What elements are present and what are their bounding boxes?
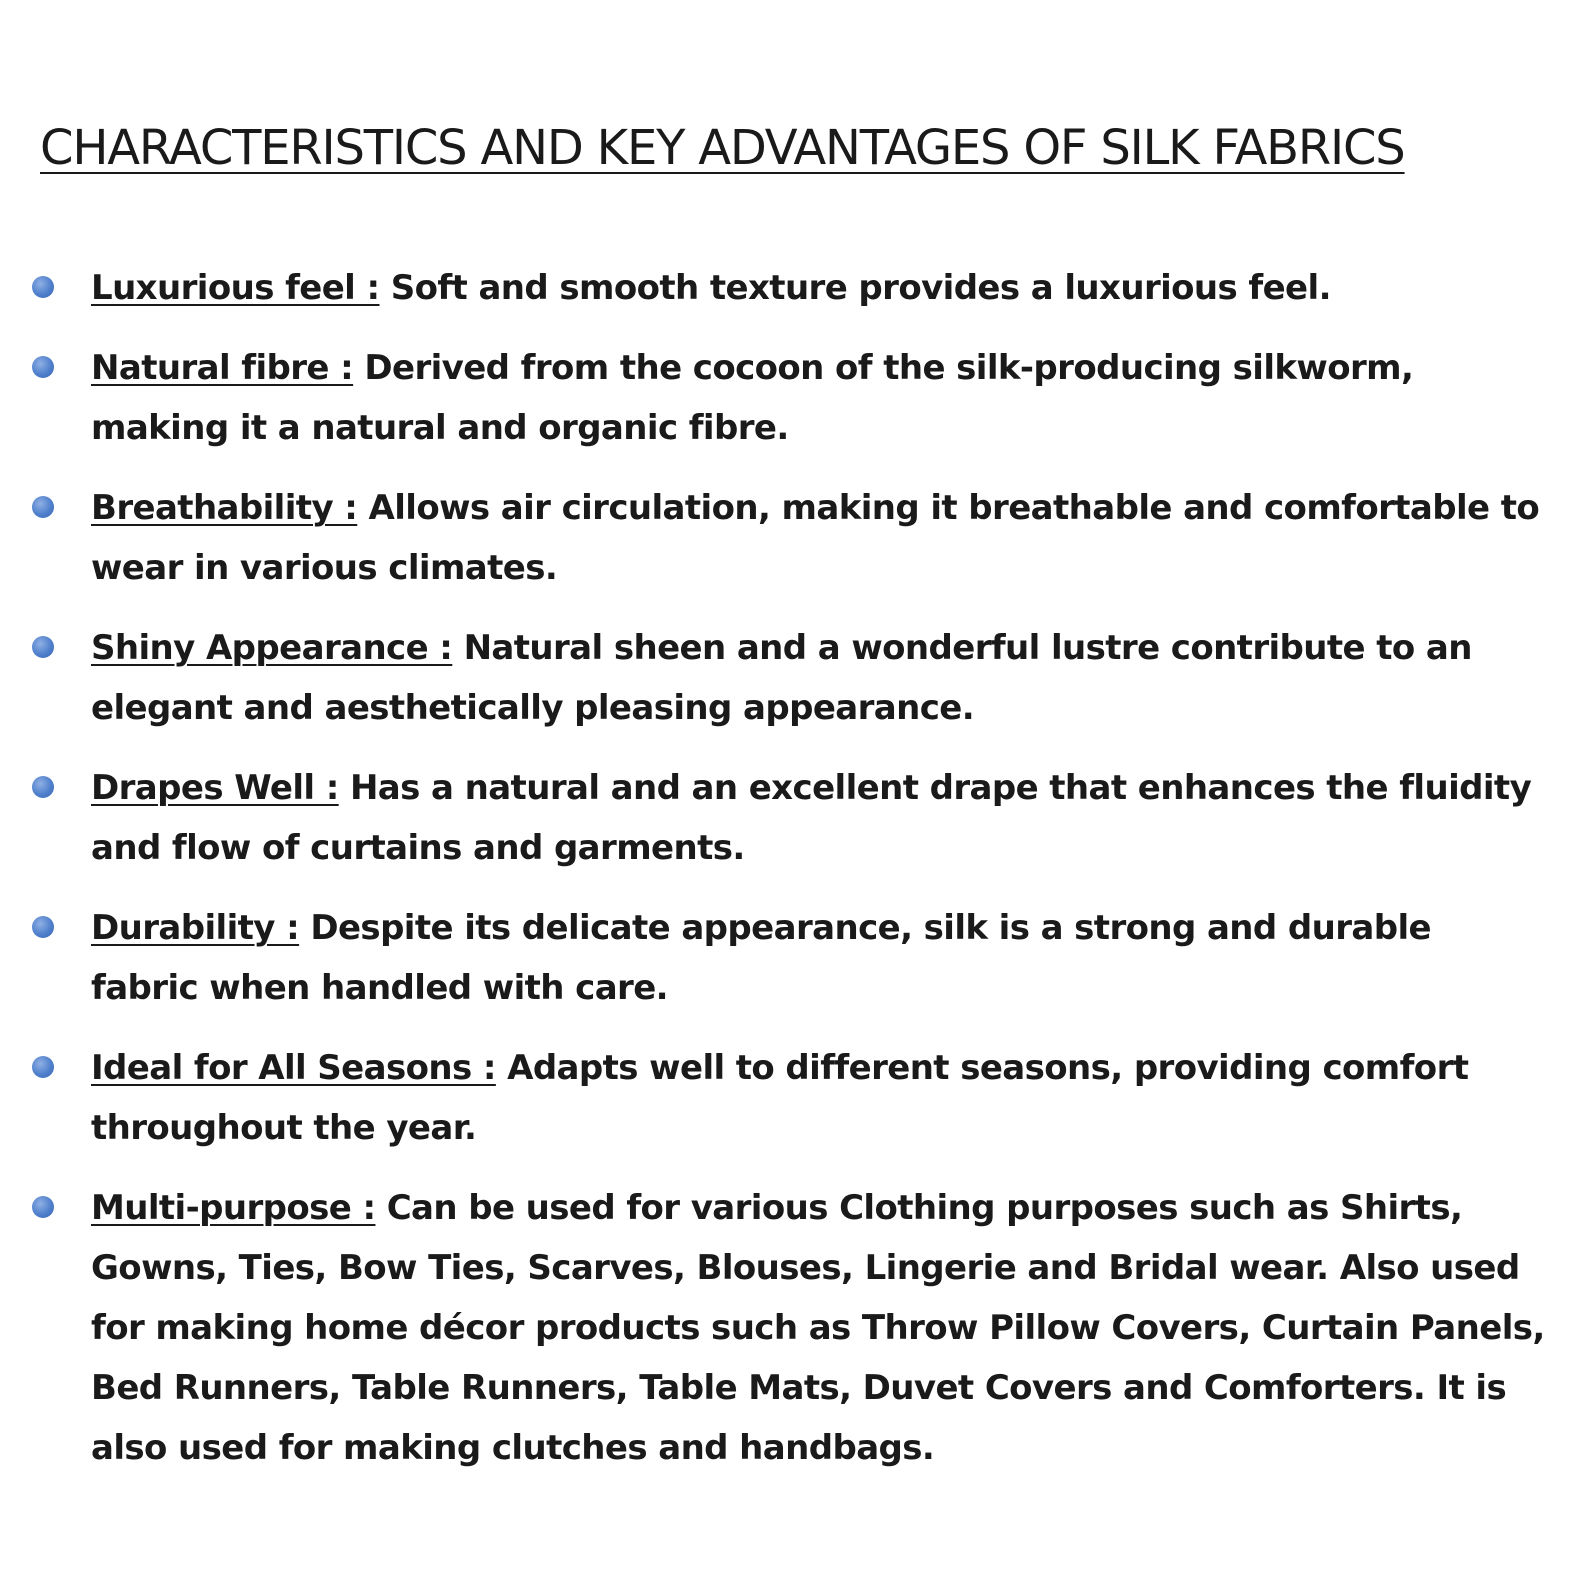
- list-item: [0, 258, 1588, 318]
- bullet-dot-icon: [32, 916, 54, 938]
- bullet-dot-icon: [32, 1196, 54, 1218]
- item-text: Can be used for various Clothing purposes such as Shirts, Gowns, Ties, Bow Ties, Scarves, Blouses, Lingerie and Bridal wear. Also used for making home décor products such as Throw Pillow Covers, Curtain Panels, Bed Runners, Table Runners, Table Mats, Duvet Covers and Comforters. It is also used for making clutches and handbags.: [91, 1188, 1545, 1468]
- list-item: [0, 758, 1588, 878]
- page-title: CHARACTERISTICS AND KEY ADVANTAGES OF SILK FABRICS: [40, 120, 1405, 176]
- list-item: [0, 1178, 1588, 1478]
- list-item: [0, 618, 1588, 738]
- item-label: Durability :: [91, 908, 300, 948]
- item-label: Breathability :: [91, 488, 358, 528]
- bullet-dot-icon: [32, 276, 54, 298]
- item-text: Allows air circulation, making it breathable and comfortable to wear in various climates.: [91, 488, 1540, 588]
- bullet-dot-icon: [32, 776, 54, 798]
- bullet-dot-icon: [32, 1056, 54, 1078]
- item-text: Natural sheen and a wonderful lustre contribute to an elegant and aesthetically pleasing appearance.: [91, 628, 1472, 728]
- item-text: Derived from the cocoon of the silk-producing silkworm, making it a natural and organic fibre.: [91, 348, 1414, 448]
- list-item: [0, 898, 1588, 1018]
- bullet-dot-icon: [32, 356, 54, 378]
- list-item: [0, 1038, 1588, 1158]
- item-text: Adapts well to different seasons, providing comfort throughout the year.: [91, 1048, 1469, 1148]
- item-label: Luxurious feel :: [91, 268, 380, 308]
- item-label: Ideal for All Seasons :: [91, 1048, 496, 1088]
- item-label: Drapes Well :: [91, 768, 339, 808]
- item-text: Soft and smooth texture provides a luxurious feel.: [390, 268, 1331, 308]
- list-item: [0, 478, 1588, 598]
- item-label: Natural fibre :: [91, 348, 354, 388]
- item-text: Despite its delicate appearance, silk is a strong and durable fabric when handled with care.: [91, 908, 1431, 1008]
- list-item: [0, 338, 1588, 458]
- item-label: Multi-purpose :: [91, 1188, 376, 1228]
- advantages-list: [0, 258, 1588, 1498]
- bullet-dot-icon: [32, 496, 54, 518]
- item-label: Shiny Appearance :: [91, 628, 453, 668]
- item-text: Has a natural and an excellent drape that enhances the fluidity and flow of curtains and garments.: [91, 768, 1532, 868]
- bullet-dot-icon: [32, 636, 54, 658]
